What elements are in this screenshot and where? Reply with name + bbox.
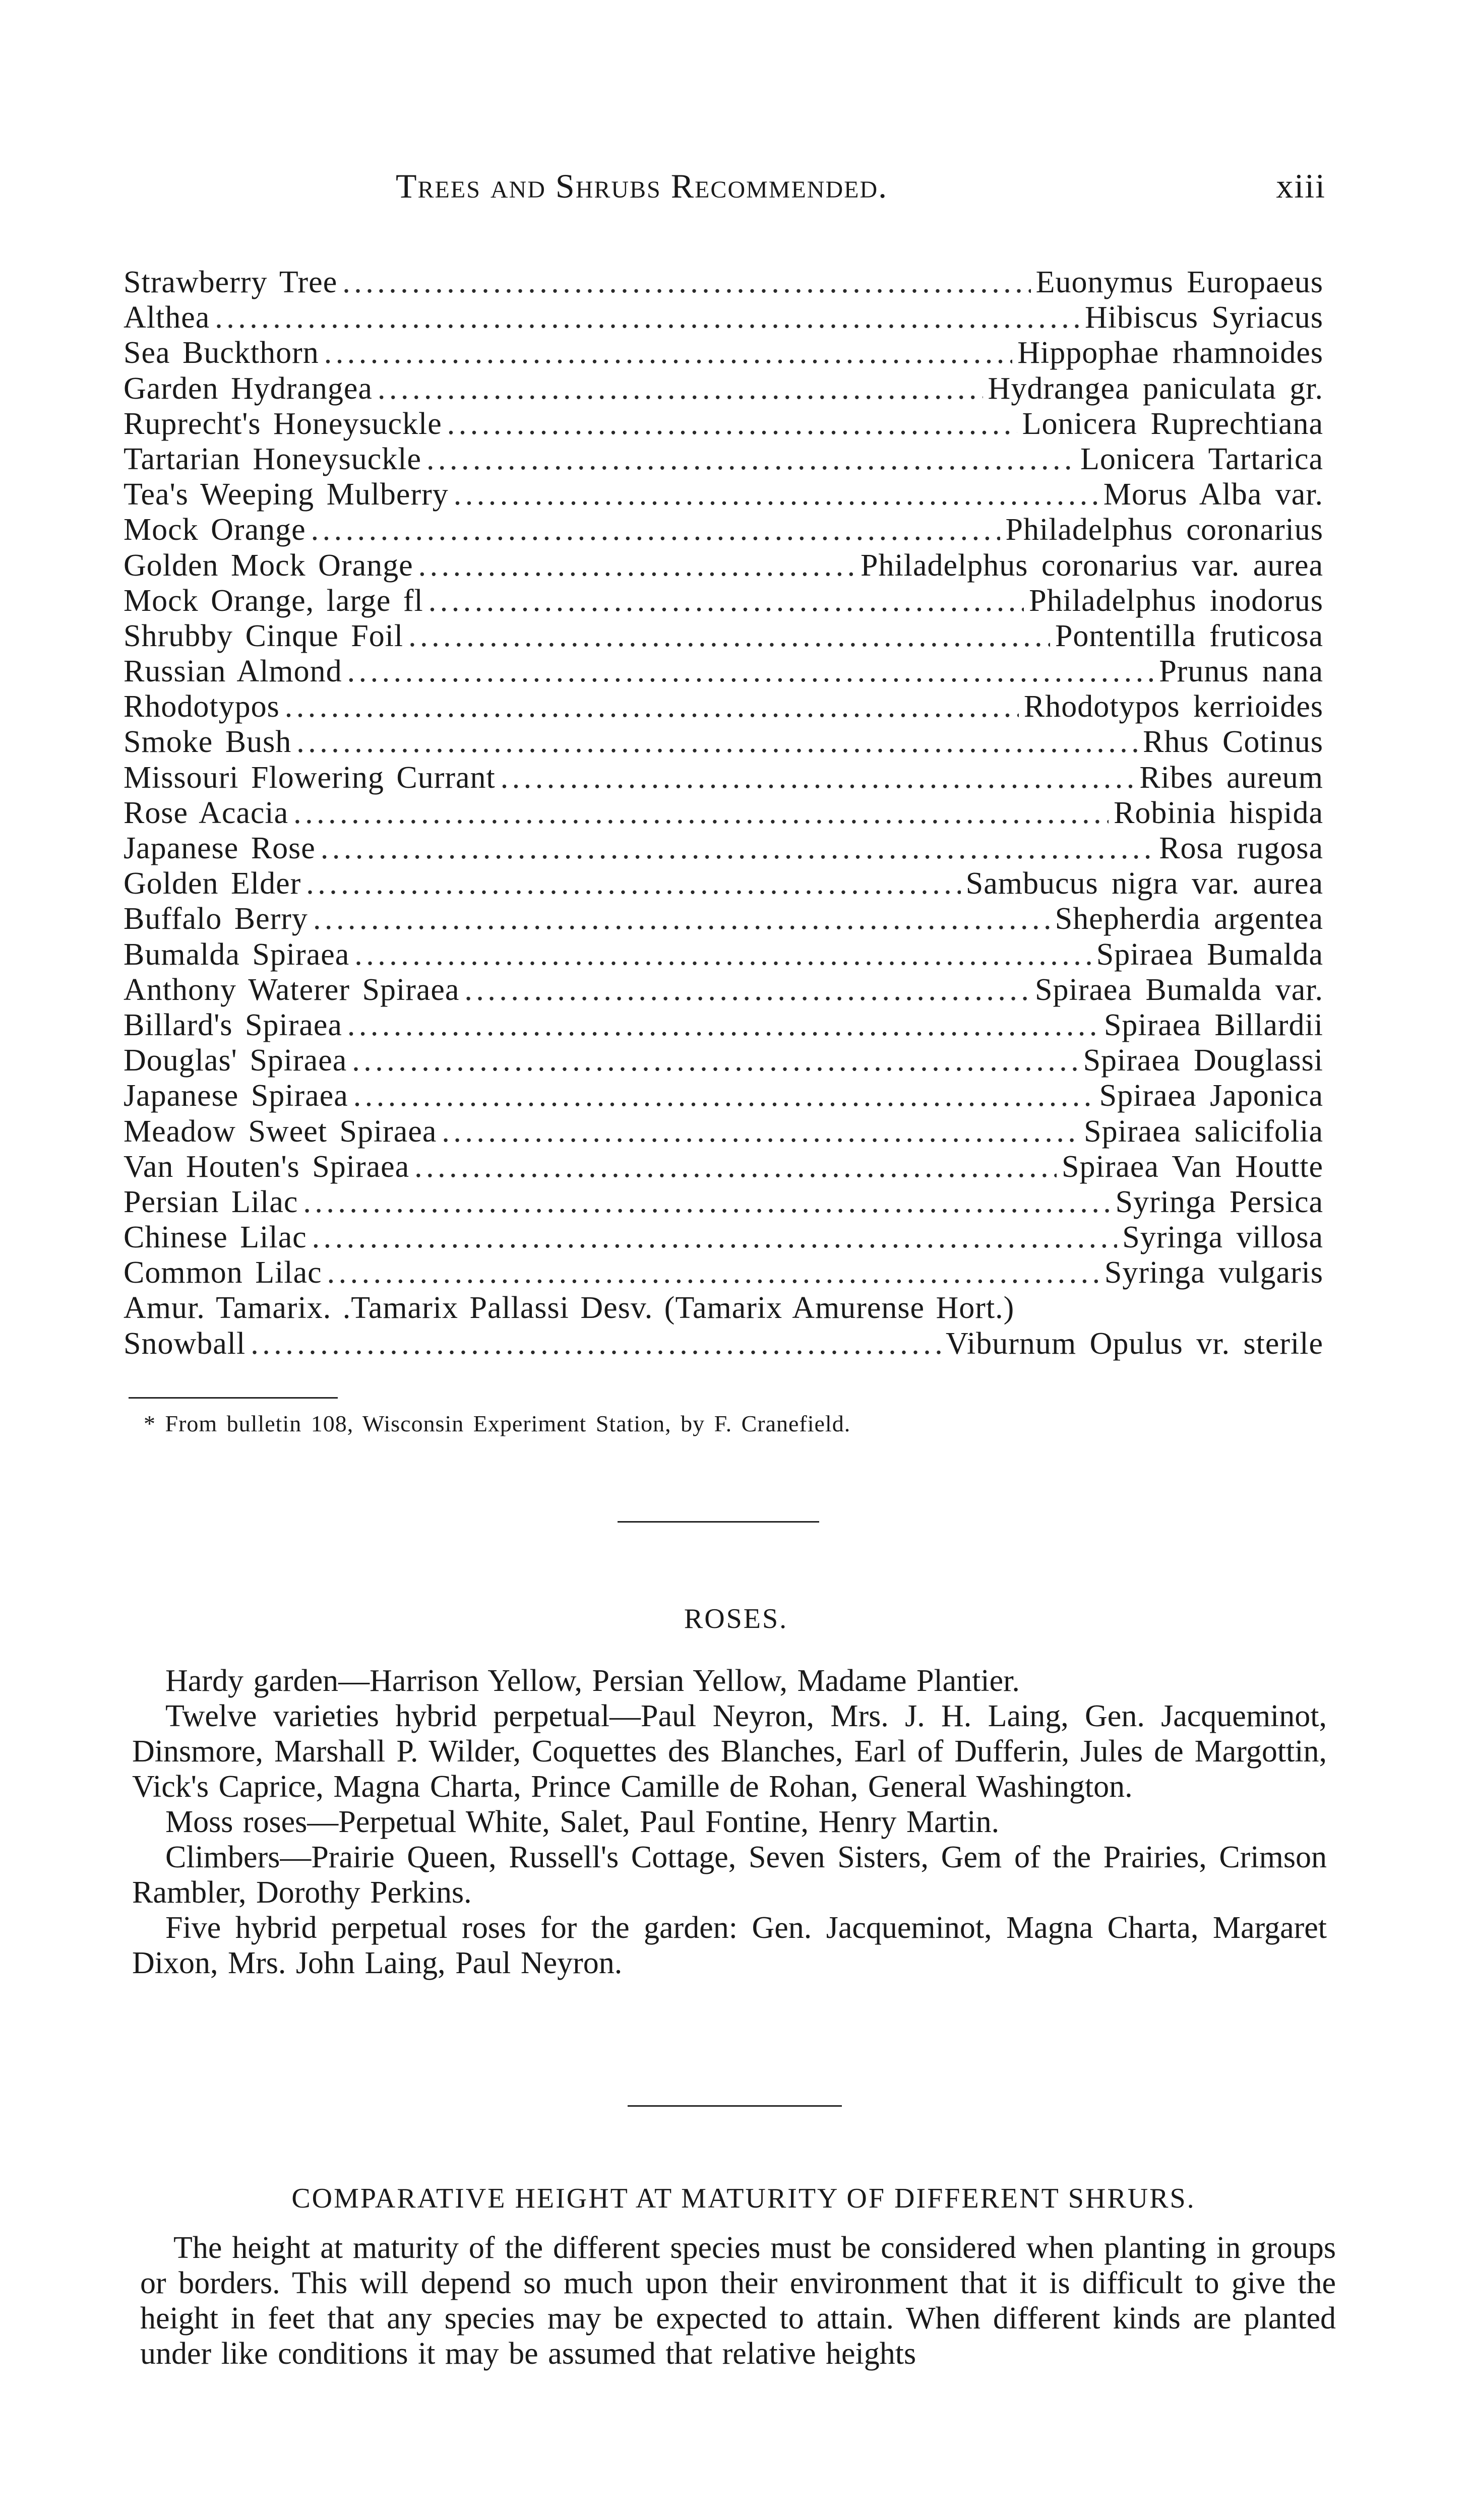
botanical-name: Robinia hispida (1114, 795, 1323, 830)
botanical-name: Shepherdia argentea (1055, 902, 1323, 936)
common-name: Van Houten's Spiraea (124, 1149, 410, 1184)
list-item (124, 689, 1323, 724)
list-item (124, 618, 1323, 654)
shrub-list (124, 265, 1323, 1361)
common-name: Douglas' Spiraea (124, 1043, 347, 1078)
common-name: Sea Buckthorn (124, 336, 319, 370)
dot-leader (378, 371, 983, 406)
dot-leader (342, 265, 1030, 300)
botanical-name: Viburnum Opulus vr. sterile (946, 1326, 1323, 1361)
list-item (124, 760, 1323, 795)
dot-leader (442, 1114, 1079, 1149)
common-name: Golden Elder (124, 866, 301, 901)
comparative-heading: COMPARATIVE HEIGHT AT MATURITY OF DIFFERENT SHRURS. (291, 2183, 1196, 2214)
list-item (124, 1078, 1323, 1113)
tamarix-entry: Amur. Tamarix. .Tamarix Pallassi Desv. (Tamarix Amurense Hort.) (124, 1291, 1015, 1326)
dot-leader (428, 583, 1024, 618)
list-item (124, 512, 1323, 547)
list-item (124, 300, 1323, 335)
list-item (124, 901, 1323, 936)
dot-leader (313, 901, 1050, 936)
list-item (124, 654, 1323, 689)
list-item (124, 548, 1323, 583)
dot-leader (306, 866, 961, 901)
botanical-name: Syringa vulgaris (1104, 1255, 1323, 1290)
common-name: Japanese Rose (124, 831, 316, 865)
botanical-name: Morus Alba var. (1103, 477, 1323, 512)
dot-leader (285, 689, 1019, 724)
footnote-rule (129, 1397, 338, 1399)
dot-leader (324, 335, 1012, 370)
dot-leader (321, 831, 1154, 866)
dot-leader (454, 477, 1098, 512)
common-name: Billard's Spiraea (124, 1007, 342, 1042)
list-item (124, 1114, 1323, 1149)
dot-leader (347, 654, 1154, 689)
botanical-name: Rosa rugosa (1159, 831, 1323, 865)
dot-leader (296, 724, 1138, 760)
list-item (124, 1184, 1323, 1220)
common-name: Japanese Spiraea (124, 1079, 348, 1113)
list-item (124, 406, 1323, 442)
paragraph: Moss roses—Perpetual White, Salet, Paul Fontine, Henry Martin. (165, 1805, 1000, 1839)
roses-section (132, 1663, 1327, 1981)
dot-leader (418, 548, 855, 583)
botanical-name: Hydrangea paniculata gr. (988, 371, 1323, 406)
common-name: Bumalda Spiraea (124, 937, 350, 972)
dot-leader (408, 618, 1050, 654)
common-name: Shrubby Cinque Foil (124, 618, 404, 653)
common-name: Garden Hydrangea (124, 371, 373, 406)
botanical-name: Philadelphus inodorus (1029, 583, 1323, 618)
common-name: Strawberry Tree (124, 265, 338, 299)
botanical-name: Hibiscus Syriacus (1084, 300, 1323, 335)
botanical-name: Spiraea Douglassi (1083, 1043, 1323, 1078)
common-name: Mock Orange, large fl (124, 583, 423, 618)
common-name: Missouri Flowering Currant (124, 760, 496, 795)
dot-leader (426, 442, 1075, 477)
list-item (124, 371, 1323, 406)
dot-leader (414, 1149, 1057, 1184)
common-name: Chinese Lilac (124, 1220, 307, 1255)
paragraph: Climbers—Prairie Queen, Russell's Cottage, Seven Sisters, Gem of the Prairies, Crimson Rambler, Dorothy Perkins. (132, 1840, 1327, 1910)
common-name: Buffalo Berry (124, 902, 308, 936)
common-name: Tartarian Honeysuckle (124, 442, 422, 476)
dot-leader (311, 512, 1001, 547)
dot-leader (327, 1255, 1099, 1290)
section-divider (618, 1521, 819, 1523)
common-name: Mock Orange (124, 513, 306, 547)
common-name: Ruprecht's Honeysuckle (124, 406, 442, 441)
list-item (124, 972, 1323, 1007)
dot-leader (251, 1326, 941, 1361)
common-name: Althea (124, 300, 210, 335)
section-divider (628, 2105, 842, 2107)
dot-leader (447, 406, 1017, 442)
footnote: * From bulletin 108, Wisconsin Experiment Station, by F. Cranefield. (144, 1411, 851, 1436)
botanical-name: Spiraea Van Houtte (1062, 1149, 1323, 1184)
common-name: Russian Almond (124, 654, 342, 689)
list-item (124, 335, 1323, 370)
common-name: Persian Lilac (124, 1184, 298, 1219)
dot-leader (312, 1220, 1118, 1255)
list-item (124, 937, 1323, 972)
list-item (124, 265, 1323, 300)
list-item-tamarix (124, 1290, 1323, 1326)
common-name: Smoke Bush (124, 725, 292, 760)
common-name: Snowball (124, 1326, 246, 1361)
dot-leader (352, 1043, 1078, 1078)
list-item (124, 1326, 1323, 1361)
botanical-name: Ribes aureum (1139, 760, 1323, 795)
list-item (124, 795, 1323, 831)
dot-leader (354, 937, 1091, 972)
list-item (124, 831, 1323, 866)
dot-leader (501, 760, 1135, 795)
running-head (124, 166, 1326, 212)
paragraph: Hardy garden—Harrison Yellow, Persian Yellow, Madame Plantier. (165, 1664, 1020, 1698)
botanical-name: Spiraea salicifolia (1084, 1114, 1323, 1149)
botanical-name: Philadelphus coronarius var. aurea (861, 548, 1323, 583)
list-item (124, 866, 1323, 901)
common-name: Common Lilac (124, 1255, 322, 1290)
list-item (124, 1149, 1323, 1184)
common-name: Anthony Waterer Spiraea (124, 972, 460, 1007)
dot-leader (293, 795, 1109, 831)
dot-leader (303, 1184, 1110, 1220)
list-item (124, 477, 1323, 512)
botanical-name: Syringa Persica (1115, 1184, 1323, 1219)
running-title: Trees and Shrubs Recommended. (396, 167, 888, 205)
botanical-name: Prunus nana (1159, 654, 1323, 689)
botanical-name: Pontentilla fruticosa (1055, 618, 1323, 653)
list-item (124, 1255, 1323, 1290)
dot-leader (464, 972, 1030, 1007)
list-item (124, 1007, 1323, 1043)
botanical-name: Hippophae rhamnoides (1017, 336, 1323, 370)
dot-leader (215, 300, 1080, 335)
roses-heading: ROSES. (684, 1603, 788, 1634)
comparative-section (140, 2230, 1336, 2371)
botanical-name: Sambucus nigra var. aurea (965, 866, 1323, 901)
paragraph: Twelve varieties hybrid perpetual—Paul Neyron, Mrs. J. H. Laing, Gen. Jacqueminot, Dinsmore, Marshall P. Wilder, Coquettes des Blanches, Earl of Dufferin, Jules de Margottin, Vick's Caprice, Magna Charta, Prince Camille de Rohan, General Washington. (132, 1699, 1327, 1804)
list-item (124, 1043, 1323, 1078)
botanical-name: Lonicera Ruprechtiana (1022, 406, 1323, 441)
list-item (124, 442, 1323, 477)
list-item (124, 1220, 1323, 1255)
botanical-name: Rhus Cotinus (1143, 725, 1323, 760)
botanical-name: Lonicera Tartarica (1080, 442, 1323, 476)
common-name: Tea's Weeping Mulberry (124, 477, 449, 512)
common-name: Rose Acacia (124, 795, 289, 830)
page-number: xiii (1276, 167, 1326, 205)
botanical-name: Spiraea Japonica (1099, 1079, 1323, 1113)
common-name: Meadow Sweet Spiraea (124, 1114, 437, 1149)
list-item (124, 724, 1323, 760)
list-item (124, 583, 1323, 618)
botanical-name: Philadelphus coronarius (1005, 513, 1323, 547)
botanical-name: Rhodotypos kerrioides (1023, 689, 1323, 724)
dot-leader (347, 1007, 1099, 1043)
common-name: Rhodotypos (124, 689, 280, 724)
botanical-name: Syringa villosa (1122, 1220, 1323, 1255)
common-name: Golden Mock Orange (124, 548, 413, 583)
paragraph: The height at maturity of the different species must be considered when planting in groups or borders. This will depend so much upon their environment that it is difficult to give the height in feet that any species may be expected to attain. When different kinds are planted under like conditions it may be assumed that relative heights (140, 2231, 1336, 2371)
botanical-name: Euonymus Europaeus (1035, 265, 1323, 299)
paragraph: Five hybrid perpetual roses for the garden: Gen. Jacqueminot, Magna Charta, Margaret Dixon, Mrs. John Laing, Paul Neyron. (132, 1911, 1327, 1980)
dot-leader (353, 1078, 1094, 1113)
botanical-name: Spiraea Bumalda var. (1035, 972, 1323, 1007)
botanical-name: Spiraea Billardii (1103, 1007, 1323, 1042)
botanical-name: Spiraea Bumalda (1096, 937, 1323, 972)
